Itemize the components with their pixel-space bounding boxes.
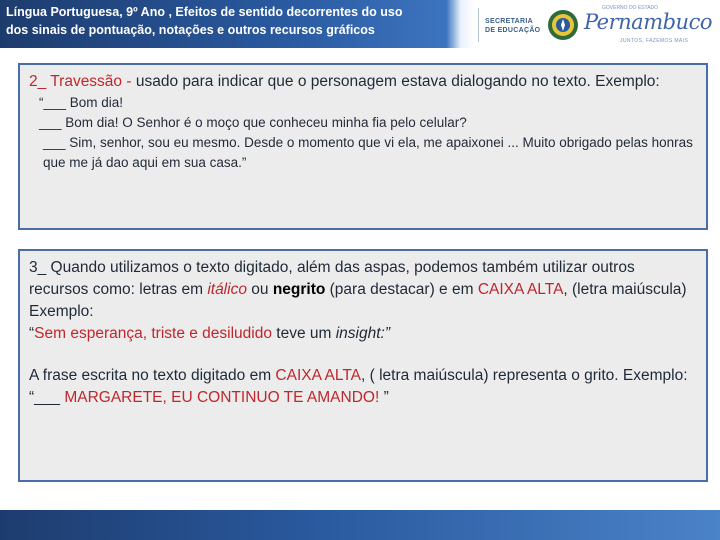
caixa-text-a: A frase escrita no texto digitado em: [29, 367, 276, 384]
recursos-text-c: (para destacar) e em: [325, 281, 478, 298]
dialogue-example: [29, 93, 697, 173]
footer-bar: [0, 510, 720, 540]
recursos-text-d: , (letra maiúscula) Exemplo:: [29, 281, 687, 320]
recursos-box: [18, 249, 708, 482]
recursos-text-a: 3_ Quando utilizamos o texto digitado, além das aspas, podemos também utilizar outros recursos como: letras em: [29, 259, 635, 298]
brand-wordmark: Pernambuco: [584, 10, 712, 34]
caixa-alta-paragraph: [29, 365, 697, 387]
state-seal-icon: [546, 8, 580, 42]
travessao-description: usado para indicar que o personagem estava dialogando no texto. Exemplo:: [135, 73, 660, 90]
quote-mid-text: teve um: [271, 325, 336, 342]
title-line-1: Língua Portuguesa, 9º Ano , Efeitos de sentido decorrentes do uso: [6, 5, 403, 19]
spacer: [29, 345, 697, 365]
dialogue-line-2: ___ Bom dia! O Senhor é o moço que conheceu minha fia pelo celular?: [39, 115, 467, 130]
quote-open: “: [29, 325, 35, 342]
secretaria-label: [478, 8, 541, 42]
recursos-text-b: ou: [246, 281, 273, 298]
brand-tagline: JUNTOS, FAZEMOS MAIS: [620, 38, 689, 44]
caps-example: CAIXA ALTA: [477, 281, 564, 298]
grito-example: [29, 387, 697, 409]
government-logo: [470, 2, 720, 48]
travessao-title: 2_ Travessão -: [29, 73, 136, 90]
caixa-alta-term: CAIXA ALTA: [275, 367, 361, 384]
secretaria-line-2: DE EDUCAÇÃO: [485, 27, 541, 34]
dialogue-line-3: [29, 133, 697, 173]
secretaria-line-1: SECRETARIA: [485, 18, 533, 25]
page-title: [6, 3, 466, 39]
header-bar: [0, 0, 720, 48]
bold-example: negrito: [272, 281, 326, 298]
dialogue-line-3-text: ___ Sim, senhor, sou eu mesmo. Desde o momento que vi ela, me apaixonei ... Muito obrigado pelas honras que me já dao aqui em sua casa.”: [43, 135, 693, 170]
caixa-text-b: , ( letra maiúscula) representa o grito. Exemplo:: [361, 367, 688, 384]
italic-example: itálico: [207, 281, 247, 298]
grito-close: ”: [379, 389, 389, 406]
brand-top-text: GOVERNO DO ESTADO: [602, 5, 659, 11]
travessao-heading: [29, 71, 697, 93]
dialogue-line-1: “___ Bom dia!: [39, 95, 124, 110]
title-line-2: dos sinais de pontuação, notações e outros recursos gráficos: [6, 23, 375, 37]
recursos-paragraph: [29, 257, 697, 323]
grito-text: MARGARETE, EU CONTINUO TE AMANDO!: [64, 389, 380, 406]
quote-italic-text: insight:”: [335, 325, 391, 342]
travessao-box: [18, 63, 708, 230]
recursos-quote: [29, 323, 697, 345]
quote-red-text: Sem esperança, triste e desiludido: [34, 325, 272, 342]
grito-open: “___: [29, 389, 65, 406]
